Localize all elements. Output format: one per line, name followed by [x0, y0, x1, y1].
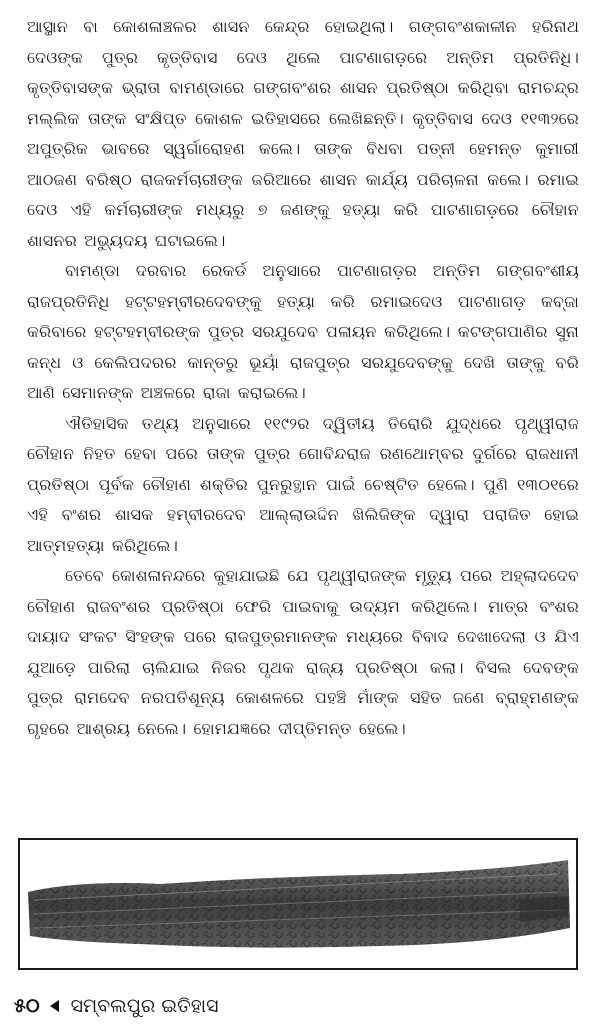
paragraph-3: ଐତିହାସିକ ତଥ୍ୟ ଅନୁସାରେ ୧୧୯୨ର ଦ୍ୱିତୀୟ ତିରୋରି ଯୁଦ୍ଧରେ ପୃଥ୍ୱୀରାଜ ଚୌହାନ ନିହତ ହେବା ପରେ ତାଙ୍କ ପୁତ୍ର ଗୋବିନ୍ଦରାଜ ରଣଥୋମ୍ବର ଦୁର୍ଗରେ ରାଜଧାନୀ ପ୍ରତିଷ୍ଠା ପୂର୍ବକ ଚୌହାଣ ଶକ୍ତିର ପୁନରୁତ୍ଥାନ ପାଇଁ ଚେଷ୍ଟିତ ହେଲେ। ପୁଣି ୧୩୦୧ରେ ଏହି ବଂଶର ଶାସକ ହମ୍ବୀରଦେବ ଆଲ୍ଲାଉଦ୍ଦିନ ଖିଲିଜିଙ୍କ ଦ୍ୱାରା ପରାଜିତ ହୋଇ ଆତ୍ମହତ୍ୟା କରିଥିଲେ।: [27, 413, 579, 555]
page-footer: [14, 988, 219, 1024]
page-number: ୫୦: [14, 995, 40, 1017]
inscription-photo: [18, 838, 578, 970]
body-text: [27, 12, 579, 744]
stone-inscription-image: [20, 840, 576, 968]
left-triangle-icon: [50, 1000, 59, 1012]
paragraph-1: ଆସ୍ଥାନ ବା କୋଶଳାଞ୍ଚଳର ଶାସନ କେନ୍ଦ୍ର ହୋଇଥିଲା। ଗଙ୍ଗବଂଶକାଳୀନ ହରିନାଥ ଦେଓଙ୍କ ପୁତ୍ର କୃତ୍ତିବାସ ଦେଓ ଥିଲେ ପାଟଣାଗଡ଼ରେ ଅନ୍ତିମ ପ୍ରତିନିଧି। କୃତ୍ତିବାସଙ୍କ ଭ୍ରାତା ବାମଣ୍ଡାରେ ଗଙ୍ଗବଂଶର ଶାସନ ପ୍ରତିଷ୍ଠା କରିଥିବା ରାମଚନ୍ଦ୍ର ମଲ୍ଲିକ ତାଙ୍କ ସଂକ୍ଷିପ୍ତ କୋଶଳ ଇତିହାସରେ ଲେଖିଛନ୍ତି। କୃତ୍ତିବାସ ଦେଓ ୧୧୩୨ରେ ଅପୁତ୍ରିକ ଭାବରେ ସ୍ୱର୍ଗାରୋହଣ କଲେ। ତାଙ୍କ ବିଧବା ପତ୍ନୀ ହେମନ୍ତ କୁମାରୀ ଆଠଜଣ ବରିଷ୍ଠ ରାଜକର୍ମଚାରୀଙ୍କ ଜରିଆରେ ଶାସନ କାର୍ଯ୍ୟ ପରିଚାଳନା କଲେ। ରମାଇ ଦେଓ ଏହି କର୍ମଚାରୀଙ୍କ ମଧ୍ୟରୁ ୭ ଜଣଙ୍କୁ ହତ୍ୟା କରି ପାଟଣାଗଡ଼ରେ ଚୌହାନ ଶାସନର ଅଭ୍ୟୁଦୟ ଘଟାଇଲେ।: [27, 17, 579, 250]
book-title: ସମ୍ବଲପୁର ଇତିହାସ: [70, 995, 219, 1017]
paragraph-4: ତେବେ କୋଶଳାନନ୍ଦରେ କୁହାଯାଇଛି ଯେ ପୃଥ୍ୱୀରାଜଙ୍କ ମୃତ୍ୟୁ ପରେ ଅହ୍ଲାଦଦେବ ଚୌହାଣ ରାଜବଂଶର ପ୍ରତିଷ୍ଠା ଫେରି ପାଇବାକୁ ଉଦ୍ୟମ କରିଥିଲେ। ମାତ୍ର ବଂଶର ଦାୟାଦ ସଂକଟ ସିଂହଙ୍କ ପରେ ରାଜପୁତ୍ରମାନଙ୍କ ମଧ୍ୟରେ ବିବାଦ ଦେଖାଦେଲା ଓ ଯିଏ ଯୁଆଡ଼େ ପାରିଲା ଚାଲିଯାଇ ନିଜର ପୃଥକ ରାଜ୍ୟ ପ୍ରତିଷ୍ଠା କଲା। ବିସଲ ଦେବଙ୍କ ପୁତ୍ର ରାମଦେବ ନରପତିଶୂନ୍ୟ କୋଶଳରେ ପହଞ୍ଚି ମାଁଙ୍କ ସହିତ ଜଣେ ବ୍ରାହ୍ମଣଙ୍କ ଗୃହରେ ଆଶ୍ରୟ ନେଲେ। ହୋମଯଜ୍ଞରେ ଦୀପ୍ତିମନ୍ତ ହେଲେ।: [27, 566, 579, 738]
paragraph-2: ବାମଣ୍ଡା ଦରବାର ରେକର୍ଡ ଅନୁସାରେ ପାଟଣାଗଡ଼ର ଅନ୍ତିମ ଗଙ୍ଗବଂଶୀୟ ରାଜପ୍ରତିନିଧି ହଟ୍ଟହମ୍ବୀରଦେବଙ୍କୁ ହତ୍ୟା କରି ରମାଇଦେଓ ପାଟଣାଗଡ଼ କବ୍ଜା କରିବାରେ ହଟ୍ଟହମ୍ବୀରଙ୍କ ପୁତ୍ର ସରଯୁଦେବ ପଳାୟନ କରିଥିଲେ। କଟଙ୍ଗପାଣିର ସୁନା କନ୍ଧ ଓ କେଲିପଦରର କାନ୍ତରୁ ଭୂୟାଁ ରାଜପୁତ୍ର ସରଯୁଦେବଙ୍କୁ ଦେଖି ତାଙ୍କୁ ବରି ଆଣି ସେମାନଙ୍କ ଅଞ୍ଚଳରେ ରାଜା କରାଇଲେ।: [27, 261, 579, 402]
